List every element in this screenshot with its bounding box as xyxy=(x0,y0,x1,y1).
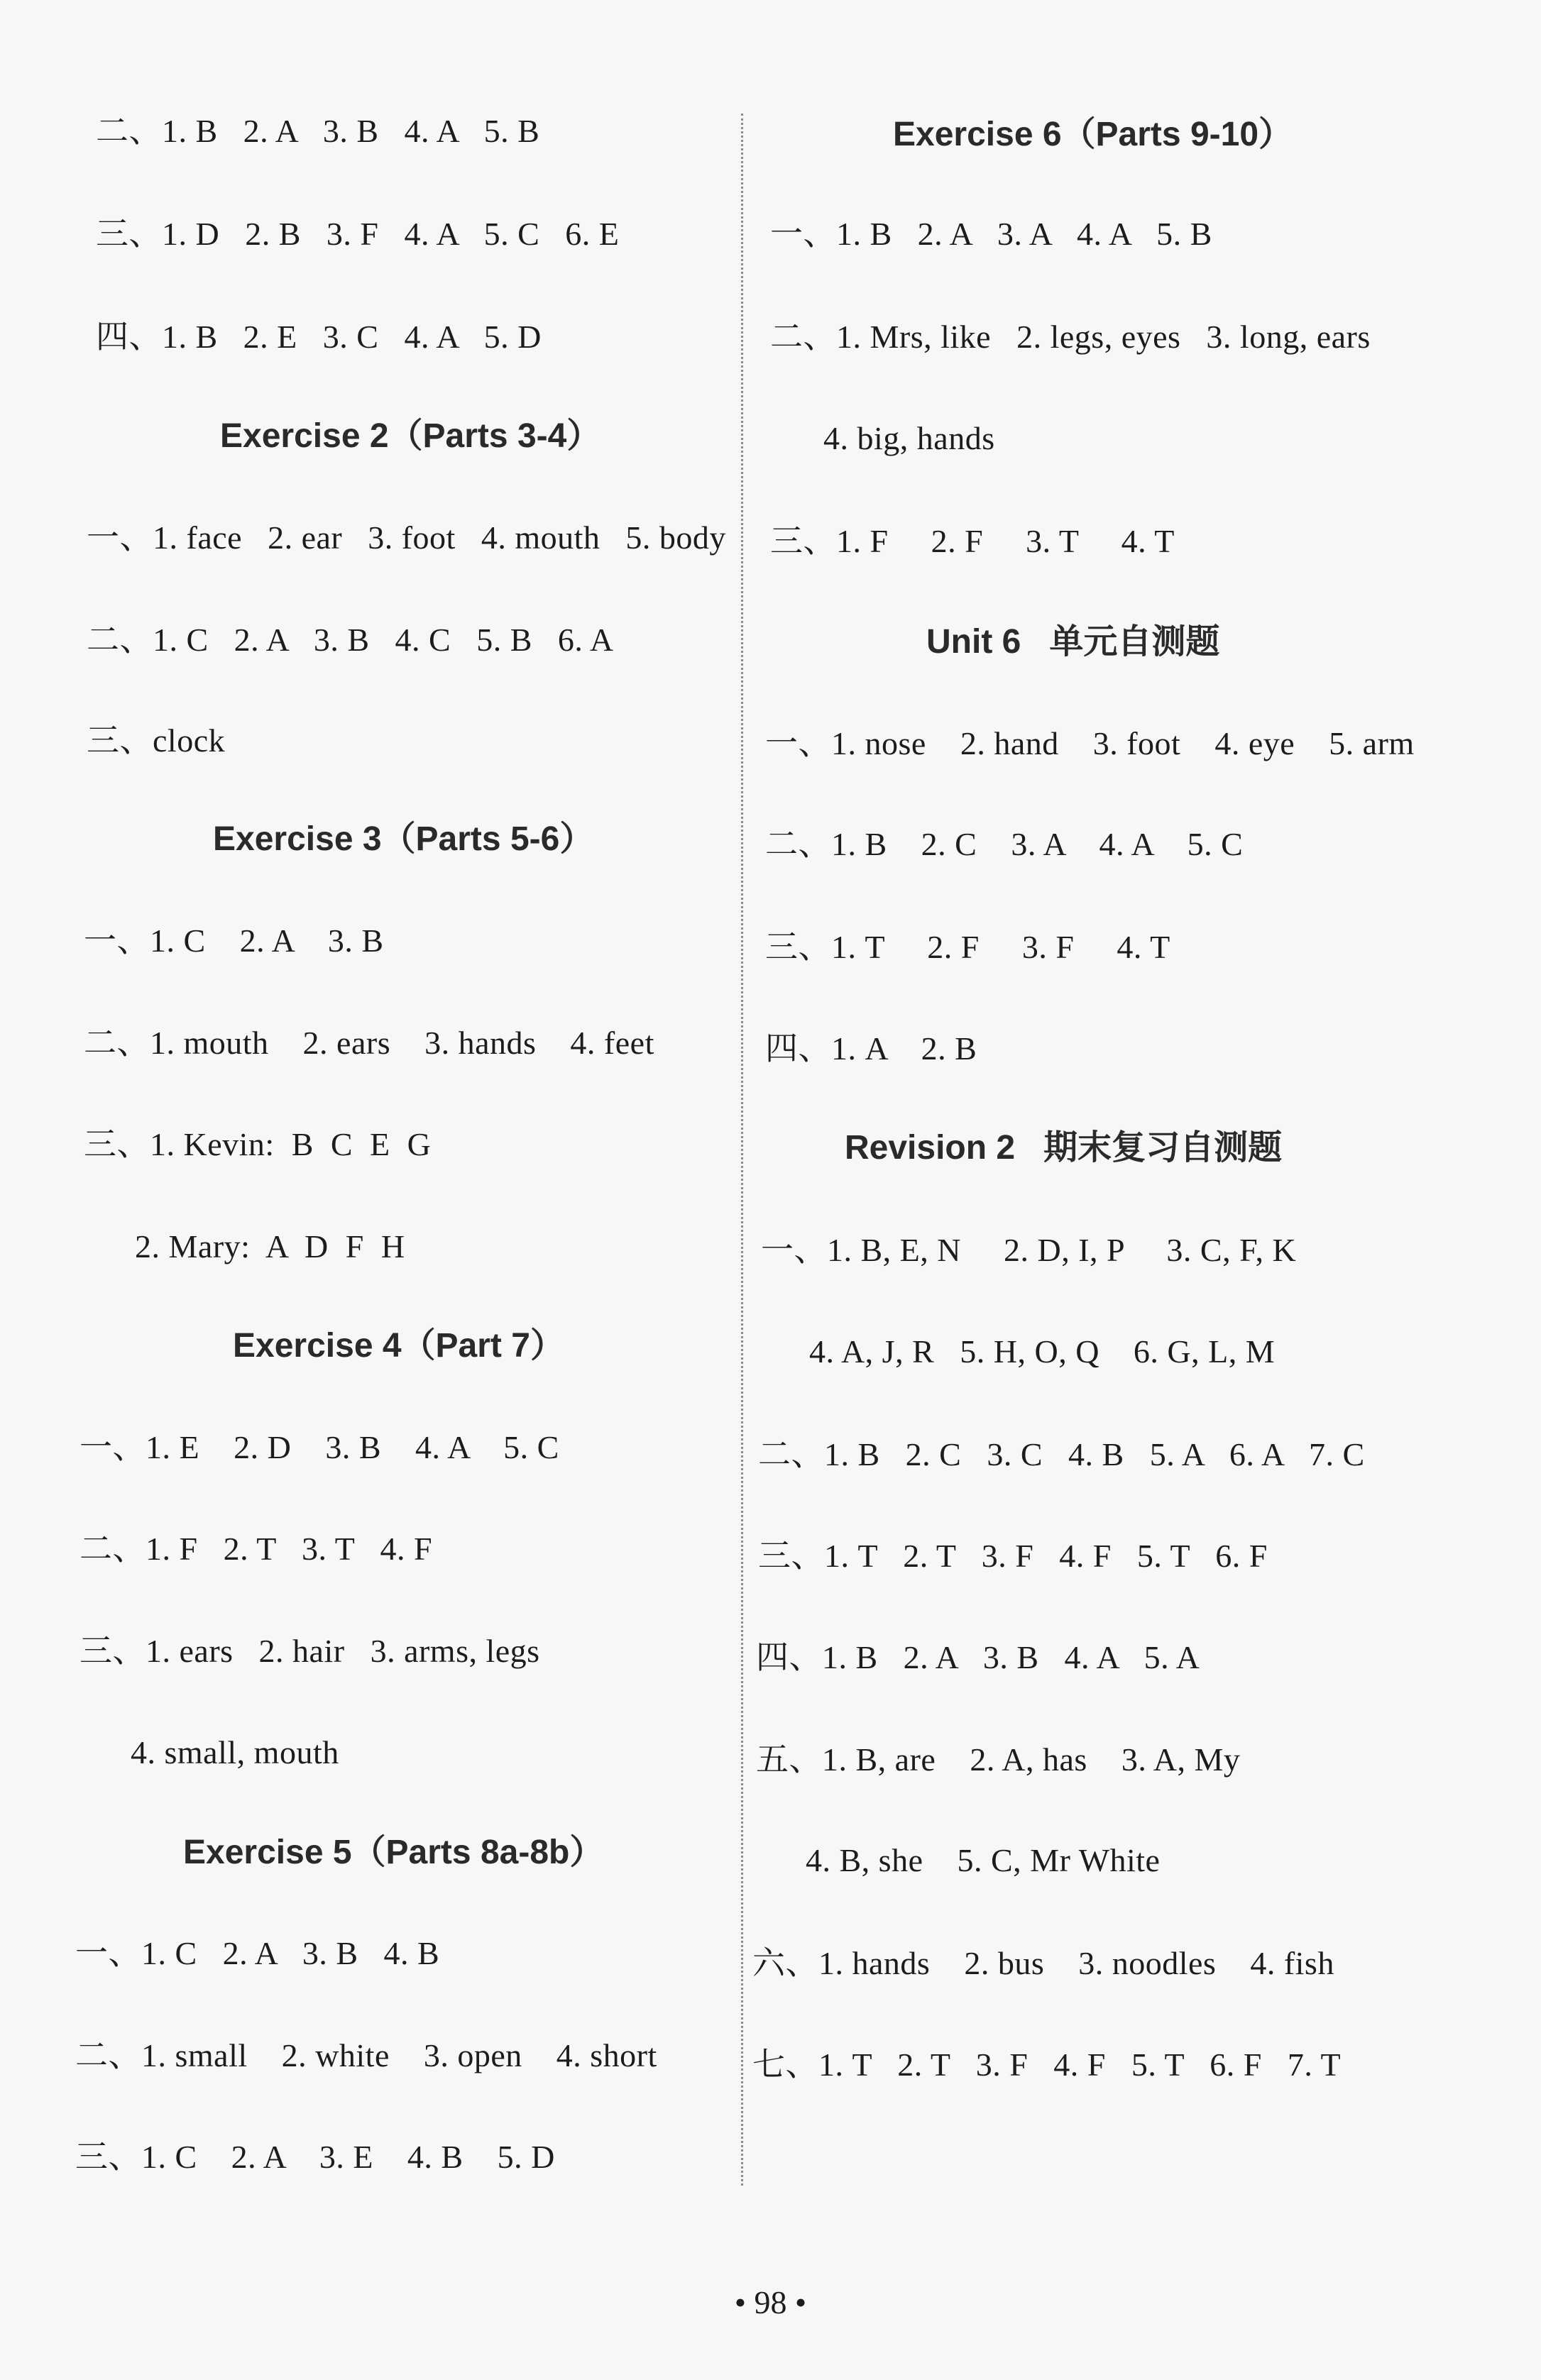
answer-line: 二、1. mouth 2. ears 3. hands 4. feet xyxy=(84,1025,654,1061)
section-heading: Revision 2 期末复习自测题 xyxy=(845,1129,1283,1167)
answer-line: 四、1. B 2. A 3. B 4. A 5. A xyxy=(756,1639,1200,1675)
answer-line: 4. big, hands xyxy=(823,420,995,456)
answer-line: 一、1. C 2. A 3. B xyxy=(84,922,384,959)
answer-line: 4. A, J, R 5. H, O, Q 6. G, L, M xyxy=(809,1333,1276,1370)
answer-line: 三、1. T 2. T 3. F 4. F 5. T 6. F xyxy=(758,1538,1268,1574)
answer-line: 一、1. B, E, N 2. D, I, P 3. C, F, K xyxy=(761,1232,1297,1268)
section-heading: Exercise 4（Part 7） xyxy=(233,1327,564,1365)
answer-line: 一、1. C 2. A 3. B 4. B xyxy=(75,1935,440,1971)
column-divider xyxy=(741,114,743,2186)
section-heading: Exercise 5（Parts 8a-8b） xyxy=(183,1834,604,1871)
answer-line: 二、1. B 2. C 3. C 4. B 5. A 6. A 7. C xyxy=(758,1436,1365,1472)
answer-line: 五、1. B, are 2. A, has 3. A, My xyxy=(756,1741,1241,1778)
answer-line: 一、1. E 2. D 3. B 4. A 5. C xyxy=(79,1429,559,1465)
answer-line: 一、1. nose 2. hand 3. foot 4. eye 5. arm xyxy=(765,725,1415,761)
section-heading: Exercise 3（Parts 5-6） xyxy=(213,820,594,858)
answer-line: 六、1. hands 2. bus 3. noodles 4. fish xyxy=(752,1945,1334,1981)
answer-line: 4. small, mouth xyxy=(131,1734,339,1770)
answer-line: 二、1. small 2. white 3. open 4. short xyxy=(75,2037,657,2073)
answer-line: 三、1. Kevin: B C E G xyxy=(84,1126,432,1162)
answer-line: 一、1. B 2. A 3. A 4. A 5. B xyxy=(770,216,1212,252)
answer-line: 2. Mary: A D F H xyxy=(135,1228,405,1265)
answer-line: 二、1. B 2. A 3. B 4. A 5. B xyxy=(96,113,540,149)
answer-line: 二、1. B 2. C 3. A 4. A 5. C xyxy=(765,826,1244,862)
section-heading: Exercise 2（Parts 3-4） xyxy=(220,417,601,455)
answer-line: 三、1. D 2. B 3. F 4. A 5. C 6. E xyxy=(96,216,620,252)
section-heading: Unit 6 单元自测题 xyxy=(926,623,1220,661)
answer-line: 三、1. C 2. A 3. E 4. B 5. D xyxy=(75,2139,555,2175)
answer-line: 二、1. C 2. A 3. B 4. C 5. B 6. A xyxy=(87,622,614,658)
answer-line: 四、1. A 2. B xyxy=(765,1030,977,1067)
answer-line: 三、1. ears 2. hair 3. arms, legs xyxy=(79,1633,540,1669)
answer-line: 二、1. Mrs, like 2. legs, eyes 3. long, ears xyxy=(770,319,1371,355)
answer-line: 4. B, she 5. C, Mr White xyxy=(806,1842,1161,1878)
answer-line: 一、1. face 2. ear 3. foot 4. mouth 5. body xyxy=(87,519,726,556)
answer-line: 四、1. B 2. E 3. C 4. A 5. D xyxy=(96,319,542,355)
answer-line: 三、1. T 2. F 3. F 4. T xyxy=(765,929,1170,965)
section-heading: Exercise 6（Parts 9-10） xyxy=(893,116,1293,153)
answer-line: 七、1. T 2. T 3. F 4. F 5. T 6. F 7. T xyxy=(752,2046,1342,2083)
page-number: • 98 • xyxy=(734,2284,807,2320)
answer-line: 三、clock xyxy=(87,722,226,759)
answer-line: 二、1. F 2. T 3. T 4. F xyxy=(79,1531,433,1567)
answer-line: 三、1. F 2. F 3. T 4. T xyxy=(770,523,1175,559)
